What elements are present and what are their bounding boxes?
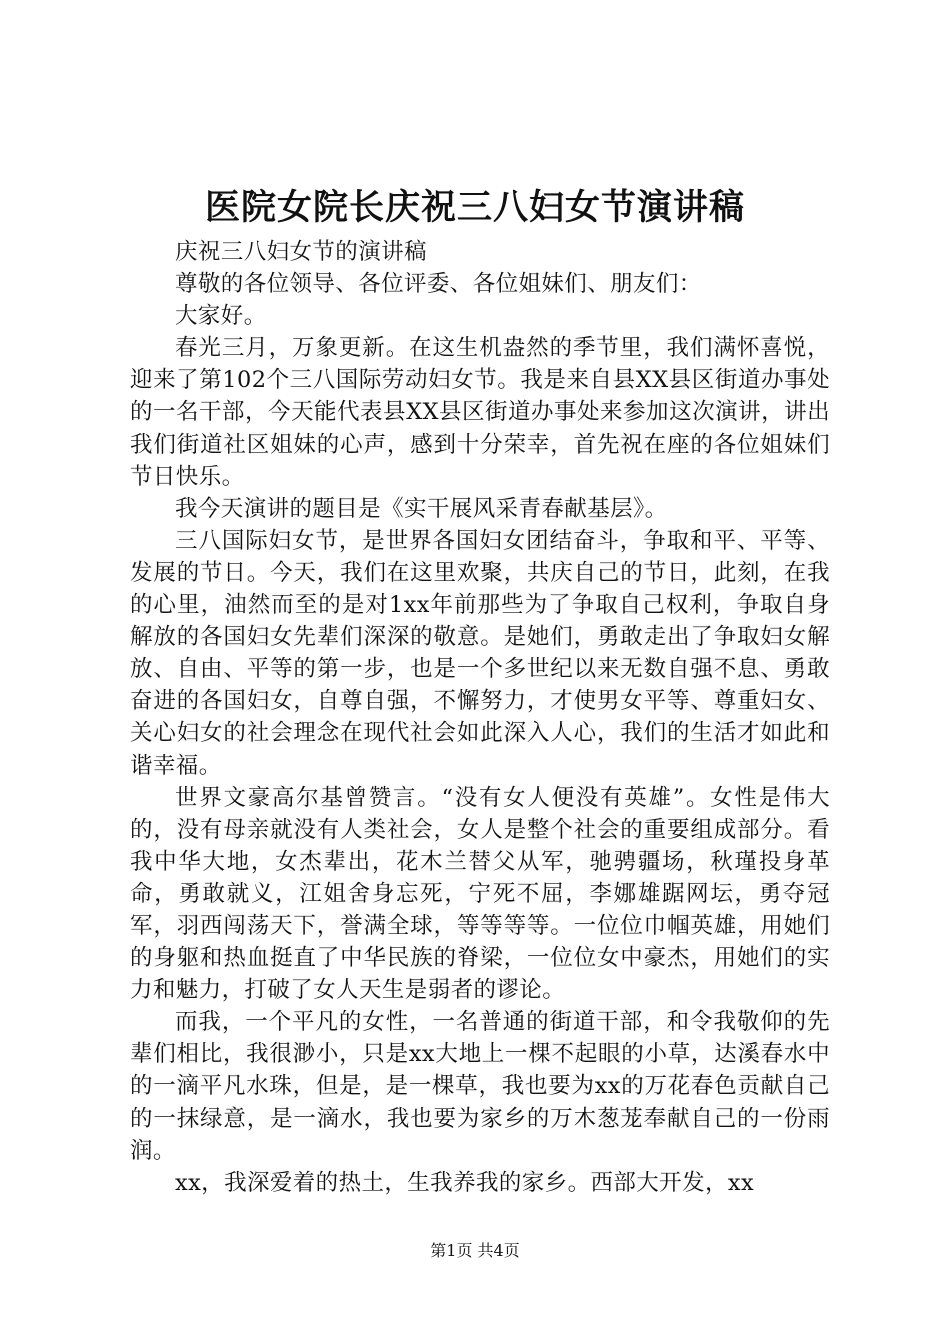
document-body — [130, 236, 830, 1199]
paragraph: 而我，一个平凡的女性，一名普通的街道干部，和令我敬仰的先辈们相比，我很渺小，只是xx大地上一棵不起眼的小草，达溪春水中的一滴平凡水珠，但是，是一棵草，我也要为xx的万花春色贡献自己的一抹绿意，是一滴水，我也要为家乡的万木葱茏奉献自己的一份雨润。 — [130, 1009, 830, 1164]
paragraph: 世界文豪高尔基曾赞言。“没有女人便没有英雄”。女性是伟大的，没有母亲就没有人类社会，女人是整个社会的重要组成部分。看我中华大地，女杰辈出，花木兰替父从军，驰骋疆场，秋瑾投身革命，勇敢就义，江姐舍身忘死，宁死不屈，李娜雄踞网坛，勇夺冠军，羽西闯荡天下，誉满全球，等等等等。一位位巾帼英雄，用她们的身躯和热血挺直了中华民族的脊梁，一位位女中豪杰，用她们的实力和魅力，打破了女人天生是弱者的谬论。 — [130, 784, 830, 1004]
paragraph: 春光三月，万象更新。在这生机盎然的季节里，我们满怀喜悦，迎来了第102个三八国际劳动妇女节。我是来自县XX县区街道办事处的一名干部，今天能代表县XX县区街道办事处来参加这次演讲，讲出我们街道社区姐妹的心声，感到十分荣幸，首先祝在座的各位姐妹们节日快乐。 — [130, 335, 830, 490]
paragraph-topic: 我今天演讲的题目是《实干展风采青春献基层》。 — [175, 495, 668, 522]
paragraph: 三八国际妇女节，是世界各国妇女团结奋斗，争取和平、平等、发展的节日。今天，我们在这里欢聚，共庆自己的节日，此刻，在我的心里，油然而至的是对1xx年前那些为了争取自己权利，争取自身解放的各国妇女先辈们深深的敬意。是她们，勇敢走出了争取妇女解放、自由、平等的第一步，也是一个多世纪以来无数自强不息、勇敢奋进的各国妇女，自尊自强，不懈努力，才使男女平等、尊重妇女、关心妇女的社会理念在现代社会如此深入人心，我们的生活才如此和谐幸福。 — [130, 527, 830, 779]
document-title: 医院女院长庆祝三八妇女节演讲稿 — [204, 187, 745, 228]
page-number-footer: 第1页 共4页 — [430, 1241, 520, 1260]
paragraph-subtitle: 庆祝三八妇女节的演讲稿 — [175, 239, 427, 265]
paragraph-salutation: 尊敬的各位领导、各位评委、各位姐妹们、朋友们： — [175, 271, 702, 298]
paragraph-greeting: 大家好。 — [175, 303, 267, 330]
paragraph: xx，我深爱着的热土，生我养我的家乡。西部大开发，xx — [175, 1169, 755, 1196]
